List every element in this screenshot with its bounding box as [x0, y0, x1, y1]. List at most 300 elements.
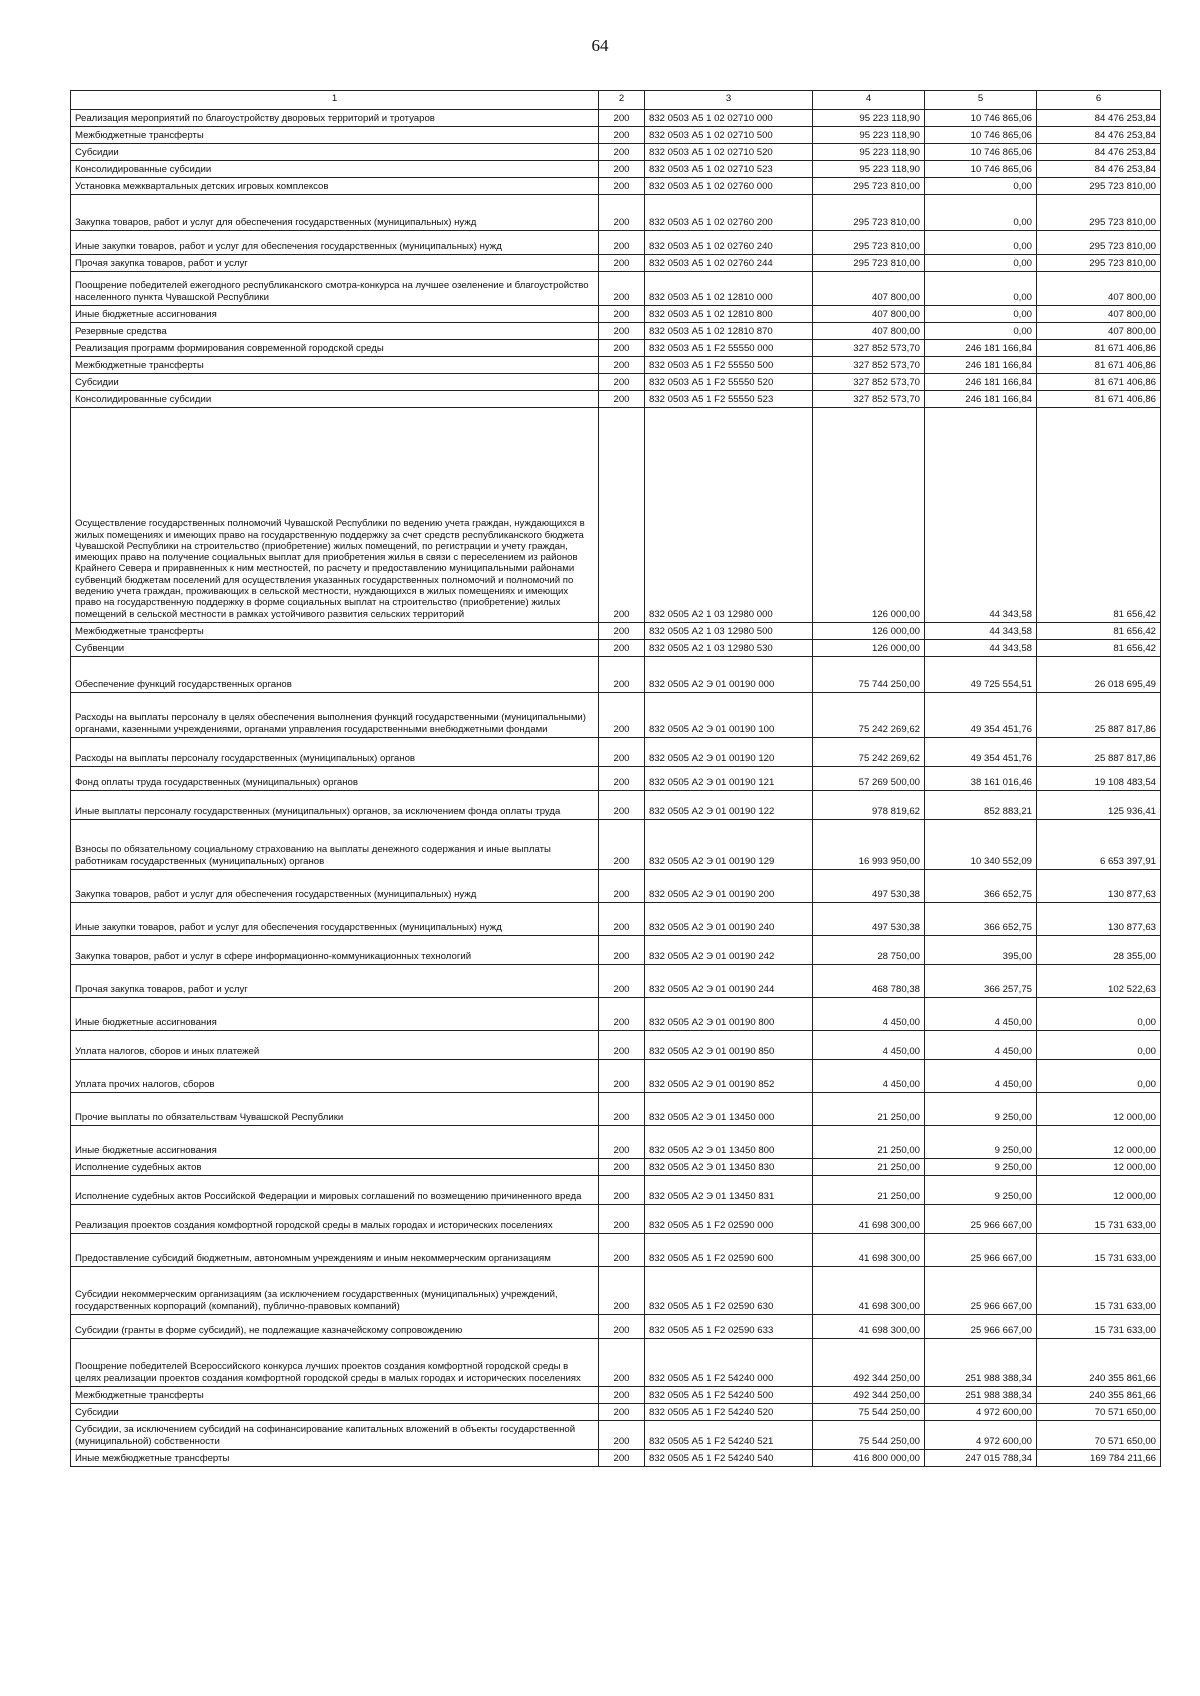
- row-value-4: 16 993 950,00: [813, 820, 925, 870]
- row-budget-code: 832 0503 А5 1 02 02710 500: [645, 127, 813, 144]
- row-name: Иные закупки товаров, работ и услуг для обеспечения государственных (муниципальных) нужд: [71, 903, 599, 936]
- row-name: Предоставление субсидий бюджетным, автономным учреждениям и иным некоммерческим организациям: [71, 1234, 599, 1267]
- row-name: Межбюджетные трансферты: [71, 357, 599, 374]
- table-row: [71, 306, 1161, 323]
- row-budget-code: 832 0505 А2 Э 01 00190 800: [645, 998, 813, 1031]
- row-value-5: 38 161 016,46: [925, 767, 1037, 791]
- col-header-2: 2: [599, 91, 645, 110]
- row-value-4: 468 780,38: [813, 965, 925, 998]
- table-row: [71, 693, 1161, 738]
- table-row: [71, 1159, 1161, 1176]
- row-value-4: 41 698 300,00: [813, 1315, 925, 1339]
- row-name: Закупка товаров, работ и услуг в сфере информационно-коммуникационных технологий: [71, 936, 599, 965]
- row-budget-code: 832 0505 А5 1 F2 54240 500: [645, 1387, 813, 1404]
- row-value-5: 9 250,00: [925, 1176, 1037, 1205]
- row-budget-code: 832 0505 А2 Э 01 13450 800: [645, 1126, 813, 1159]
- row-name: Субсидии (гранты в форме субсидий), не подлежащие казначейскому сопровождению: [71, 1315, 599, 1339]
- table-row: [71, 965, 1161, 998]
- table-row: [71, 1339, 1161, 1387]
- row-name: Межбюджетные трансферты: [71, 623, 599, 640]
- row-value-5: 25 966 667,00: [925, 1234, 1037, 1267]
- row-budget-code: 832 0503 А5 1 02 02760 000: [645, 178, 813, 195]
- row-name: Взносы по обязательному социальному страхованию на выплаты денежного содержания и иные выплаты работникам государственных (муниципальных) органов: [71, 820, 599, 870]
- row-column-2: 200: [599, 1404, 645, 1421]
- row-value-4: 295 723 810,00: [813, 178, 925, 195]
- row-value-5: 366 652,75: [925, 903, 1037, 936]
- row-budget-code: 832 0505 А2 1 03 12980 000: [645, 408, 813, 623]
- row-name: Иные закупки товаров, работ и услуг для обеспечения государственных (муниципальных) нужд: [71, 231, 599, 255]
- table-row: [71, 1421, 1161, 1450]
- row-value-5: 49 354 451,76: [925, 738, 1037, 767]
- table-row: [71, 110, 1161, 127]
- row-value-5: 44 343,58: [925, 623, 1037, 640]
- row-value-6: 81 671 406,86: [1037, 391, 1161, 408]
- row-value-6: 169 784 211,66: [1037, 1450, 1161, 1467]
- table-row: [71, 640, 1161, 657]
- row-name: Обеспечение функций государственных органов: [71, 657, 599, 693]
- row-budget-code: 832 0505 А2 Э 01 00190 100: [645, 693, 813, 738]
- row-value-6: 407 800,00: [1037, 306, 1161, 323]
- row-value-5: 0,00: [925, 178, 1037, 195]
- row-value-5: 9 250,00: [925, 1159, 1037, 1176]
- row-value-6: 81 656,42: [1037, 408, 1161, 623]
- row-name: Резервные средства: [71, 323, 599, 340]
- row-value-6: 295 723 810,00: [1037, 231, 1161, 255]
- table-row: [71, 272, 1161, 306]
- row-column-2: 200: [599, 1450, 645, 1467]
- table-row: [71, 1126, 1161, 1159]
- row-column-2: 200: [599, 323, 645, 340]
- table-row: [71, 738, 1161, 767]
- row-value-5: 366 652,75: [925, 870, 1037, 903]
- row-budget-code: 832 0505 А2 Э 01 13450 000: [645, 1093, 813, 1126]
- row-value-6: 295 723 810,00: [1037, 255, 1161, 272]
- row-value-6: 6 653 397,91: [1037, 820, 1161, 870]
- row-budget-code: 832 0505 А5 1 F2 54240 000: [645, 1339, 813, 1387]
- table-row: [71, 357, 1161, 374]
- row-column-2: 200: [599, 1205, 645, 1234]
- row-value-4: 21 250,00: [813, 1093, 925, 1126]
- row-value-4: 126 000,00: [813, 408, 925, 623]
- row-column-2: 200: [599, 998, 645, 1031]
- row-value-5: 0,00: [925, 306, 1037, 323]
- row-name: Поощрение победителей Всероссийского конкурса лучших проектов создания комфортной городской среды в целях реализации проектов создания комфортной городской среды в малых городах и исторических поселениях: [71, 1339, 599, 1387]
- table-row: [71, 767, 1161, 791]
- row-budget-code: 832 0505 А5 1 F2 54240 540: [645, 1450, 813, 1467]
- row-column-2: 200: [599, 738, 645, 767]
- table-row: [71, 374, 1161, 391]
- table-row: [71, 1267, 1161, 1315]
- row-value-5: 247 015 788,34: [925, 1450, 1037, 1467]
- row-value-5: 25 966 667,00: [925, 1267, 1037, 1315]
- row-value-6: 25 887 817,86: [1037, 693, 1161, 738]
- row-value-6: 70 571 650,00: [1037, 1421, 1161, 1450]
- row-name: Поощрение победителей ежегодного республиканского смотра-конкурса на лучшее озеленение и благоустройство населенного пункта Чувашской Республики: [71, 272, 599, 306]
- col-header-5: 5: [925, 91, 1037, 110]
- col-header-6: 6: [1037, 91, 1161, 110]
- row-column-2: 200: [599, 1421, 645, 1450]
- row-value-5: 4 450,00: [925, 998, 1037, 1031]
- row-value-6: 81 671 406,86: [1037, 340, 1161, 357]
- row-budget-code: 832 0505 А5 1 F2 02590 600: [645, 1234, 813, 1267]
- row-budget-code: 832 0505 А2 Э 01 00190 122: [645, 791, 813, 820]
- row-value-4: 492 344 250,00: [813, 1339, 925, 1387]
- table-row: [71, 936, 1161, 965]
- row-value-6: 15 731 633,00: [1037, 1315, 1161, 1339]
- row-column-2: 200: [599, 1126, 645, 1159]
- row-budget-code: 832 0505 А5 1 F2 02590 633: [645, 1315, 813, 1339]
- row-column-2: 200: [599, 340, 645, 357]
- row-value-5: 395,00: [925, 936, 1037, 965]
- table-row: [71, 195, 1161, 231]
- row-budget-code: 832 0505 А5 1 F2 02590 000: [645, 1205, 813, 1234]
- row-value-4: 21 250,00: [813, 1126, 925, 1159]
- row-value-4: 416 800 000,00: [813, 1450, 925, 1467]
- row-name: Субсидии, за исключением субсидий на софинансирование капитальных вложений в объекты государственной (муниципальной) собственности: [71, 1421, 599, 1450]
- table-row: [71, 231, 1161, 255]
- table-row: [71, 820, 1161, 870]
- table-row: [71, 1404, 1161, 1421]
- row-budget-code: 832 0505 А2 Э 01 00190 129: [645, 820, 813, 870]
- row-column-2: 200: [599, 965, 645, 998]
- row-column-2: 200: [599, 391, 645, 408]
- row-value-4: 75 242 269,62: [813, 693, 925, 738]
- row-value-5: 49 354 451,76: [925, 693, 1037, 738]
- row-budget-code: 832 0503 А5 1 02 02760 244: [645, 255, 813, 272]
- row-value-4: 295 723 810,00: [813, 231, 925, 255]
- row-value-4: 978 819,62: [813, 791, 925, 820]
- row-value-5: 0,00: [925, 272, 1037, 306]
- row-value-4: 295 723 810,00: [813, 255, 925, 272]
- budget-table: [70, 90, 1161, 1467]
- row-value-6: 12 000,00: [1037, 1176, 1161, 1205]
- row-name: Закупка товаров, работ и услуг для обеспечения государственных (муниципальных) нужд: [71, 195, 599, 231]
- row-budget-code: 832 0505 А2 Э 01 00190 242: [645, 936, 813, 965]
- table-row: [71, 1031, 1161, 1060]
- row-name: Осуществление государственных полномочий Чувашской Республики по ведению учета граждан, нуждающихся в жилых помещениях и имеющих право на государственную поддержку за счет средств республиканского бюджета Чувашской Республики на строительство (приобретение) жилых помещений, по регистрации и учету граждан, имеющих право на получение социальных выплат для приобретения жилья в связи с переселением из районов Крайнего Севера и приравненных к ним местностей, по расчету и предоставлению муниципальными районами субвенций бюджетам поселений для осуществления указанных государственных полномочий и полномочий по ведению учета граждан, проживающих в сельской местности, нуждающихся в жилых помещениях и имеющих право на государственную поддержку в форме социальных выплат на строительство (приобретение) жилых помещений в сельской местности в рамках устойчивого развития сельских территорий: [71, 408, 599, 623]
- row-column-2: 200: [599, 110, 645, 127]
- row-column-2: 200: [599, 1176, 645, 1205]
- header-row: [71, 91, 1161, 110]
- row-value-6: 130 877,63: [1037, 870, 1161, 903]
- row-value-4: 95 223 118,90: [813, 127, 925, 144]
- row-column-2: 200: [599, 178, 645, 195]
- row-value-6: 407 800,00: [1037, 272, 1161, 306]
- row-column-2: 200: [599, 408, 645, 623]
- table-row: [71, 340, 1161, 357]
- row-budget-code: 832 0503 А5 1 F2 55550 500: [645, 357, 813, 374]
- row-value-5: 44 343,58: [925, 640, 1037, 657]
- row-name: Субвенции: [71, 640, 599, 657]
- row-name: Расходы на выплаты персоналу в целях обеспечения выполнения функций государственными (муниципальными) органами, казенными учреждениями, органами управления государственными внебюджетными фондами: [71, 693, 599, 738]
- row-value-4: 126 000,00: [813, 623, 925, 640]
- row-column-2: 200: [599, 272, 645, 306]
- row-name: Реализация проектов создания комфортной городской среды в малых городах и исторических поселениях: [71, 1205, 599, 1234]
- table-row: [71, 1060, 1161, 1093]
- row-value-6: 407 800,00: [1037, 323, 1161, 340]
- row-value-4: 21 250,00: [813, 1176, 925, 1205]
- row-value-5: 366 257,75: [925, 965, 1037, 998]
- table-row: [71, 1450, 1161, 1467]
- row-budget-code: 832 0505 А2 1 03 12980 530: [645, 640, 813, 657]
- row-value-6: 125 936,41: [1037, 791, 1161, 820]
- table-row: [71, 1205, 1161, 1234]
- row-value-5: 49 725 554,51: [925, 657, 1037, 693]
- row-column-2: 200: [599, 231, 645, 255]
- row-value-6: 12 000,00: [1037, 1159, 1161, 1176]
- row-value-5: 0,00: [925, 195, 1037, 231]
- row-value-4: 41 698 300,00: [813, 1234, 925, 1267]
- row-name: Субсидии: [71, 374, 599, 391]
- row-name: Установка межквартальных детских игровых комплексов: [71, 178, 599, 195]
- row-value-6: 0,00: [1037, 1031, 1161, 1060]
- row-column-2: 200: [599, 870, 645, 903]
- row-value-5: 251 988 388,34: [925, 1387, 1037, 1404]
- row-name: Субсидии некоммерческим организациям (за исключением государственных (муниципальных) учреждений, государственных корпораций (компаний), публично-правовых компаний): [71, 1267, 599, 1315]
- row-value-5: 9 250,00: [925, 1126, 1037, 1159]
- row-value-6: 102 522,63: [1037, 965, 1161, 998]
- row-name: Закупка товаров, работ и услуг для обеспечения государственных (муниципальных) нужд: [71, 870, 599, 903]
- row-value-5: 10 746 865,06: [925, 127, 1037, 144]
- row-column-2: 200: [599, 306, 645, 323]
- row-value-6: 84 476 253,84: [1037, 127, 1161, 144]
- row-value-6: 25 887 817,86: [1037, 738, 1161, 767]
- row-budget-code: 832 0505 А2 Э 01 13450 830: [645, 1159, 813, 1176]
- table-row: [71, 408, 1161, 623]
- table-row: [71, 870, 1161, 903]
- row-value-5: 246 181 166,84: [925, 340, 1037, 357]
- row-name: Прочая закупка товаров, работ и услуг: [71, 965, 599, 998]
- table-row: [71, 178, 1161, 195]
- row-column-2: 200: [599, 195, 645, 231]
- row-value-5: 0,00: [925, 255, 1037, 272]
- row-value-6: 84 476 253,84: [1037, 110, 1161, 127]
- row-name: Прочая закупка товаров, работ и услуг: [71, 255, 599, 272]
- row-column-2: 200: [599, 791, 645, 820]
- row-budget-code: 832 0503 А5 1 02 02710 000: [645, 110, 813, 127]
- row-column-2: 200: [599, 640, 645, 657]
- table-row: [71, 623, 1161, 640]
- row-column-2: 200: [599, 161, 645, 178]
- row-value-4: 75 544 250,00: [813, 1404, 925, 1421]
- row-budget-code: 832 0505 А2 Э 01 00190 000: [645, 657, 813, 693]
- row-value-4: 4 450,00: [813, 1060, 925, 1093]
- row-name: Реализация программ формирования современной городской среды: [71, 340, 599, 357]
- row-column-2: 200: [599, 693, 645, 738]
- row-name: Расходы на выплаты персоналу государственных (муниципальных) органов: [71, 738, 599, 767]
- row-value-6: 12 000,00: [1037, 1093, 1161, 1126]
- row-budget-code: 832 0505 А2 Э 01 00190 850: [645, 1031, 813, 1060]
- row-value-6: 81 671 406,86: [1037, 357, 1161, 374]
- row-column-2: 200: [599, 1339, 645, 1387]
- col-header-1: 1: [71, 91, 599, 110]
- row-value-4: 4 450,00: [813, 998, 925, 1031]
- row-value-6: 70 571 650,00: [1037, 1404, 1161, 1421]
- row-name: Консолидированные субсидии: [71, 391, 599, 408]
- row-value-5: 44 343,58: [925, 408, 1037, 623]
- row-budget-code: 832 0503 А5 1 02 12810 870: [645, 323, 813, 340]
- table-row: [71, 1234, 1161, 1267]
- row-value-5: 251 988 388,34: [925, 1339, 1037, 1387]
- row-budget-code: 832 0505 А5 1 F2 54240 521: [645, 1421, 813, 1450]
- row-budget-code: 832 0505 А2 Э 01 13450 831: [645, 1176, 813, 1205]
- row-column-2: 200: [599, 1159, 645, 1176]
- row-value-4: 41 698 300,00: [813, 1267, 925, 1315]
- row-value-5: 4 450,00: [925, 1060, 1037, 1093]
- row-name: Реализация мероприятий по благоустройству дворовых территорий и тротуаров: [71, 110, 599, 127]
- table-row: [71, 161, 1161, 178]
- row-column-2: 200: [599, 144, 645, 161]
- row-column-2: 200: [599, 127, 645, 144]
- row-budget-code: 832 0503 А5 1 02 02710 520: [645, 144, 813, 161]
- table-row: [71, 1093, 1161, 1126]
- row-value-5: 10 746 865,06: [925, 110, 1037, 127]
- row-value-6: 240 355 861,66: [1037, 1387, 1161, 1404]
- row-value-5: 0,00: [925, 231, 1037, 255]
- row-column-2: 200: [599, 357, 645, 374]
- row-value-6: 26 018 695,49: [1037, 657, 1161, 693]
- row-value-4: 407 800,00: [813, 323, 925, 340]
- row-budget-code: 832 0503 А5 1 02 02760 200: [645, 195, 813, 231]
- row-value-5: 246 181 166,84: [925, 374, 1037, 391]
- row-name: Иные межбюджетные трансферты: [71, 1450, 599, 1467]
- row-budget-code: 832 0505 А5 1 F2 02590 630: [645, 1267, 813, 1315]
- row-value-6: 81 656,42: [1037, 623, 1161, 640]
- row-value-5: 246 181 166,84: [925, 391, 1037, 408]
- row-value-4: 41 698 300,00: [813, 1205, 925, 1234]
- row-name: Фонд оплаты труда государственных (муниципальных) органов: [71, 767, 599, 791]
- row-value-4: 295 723 810,00: [813, 195, 925, 231]
- row-name: Исполнение судебных актов: [71, 1159, 599, 1176]
- col-header-3: 3: [645, 91, 813, 110]
- row-column-2: 200: [599, 623, 645, 640]
- row-value-4: 327 852 573,70: [813, 340, 925, 357]
- row-value-4: 75 544 250,00: [813, 1421, 925, 1450]
- row-value-6: 240 355 861,66: [1037, 1339, 1161, 1387]
- row-name: Субсидии: [71, 144, 599, 161]
- row-budget-code: 832 0503 А5 1 02 12810 800: [645, 306, 813, 323]
- row-value-4: 95 223 118,90: [813, 110, 925, 127]
- row-value-6: 81 671 406,86: [1037, 374, 1161, 391]
- row-value-4: 21 250,00: [813, 1159, 925, 1176]
- row-value-6: 0,00: [1037, 1060, 1161, 1093]
- row-value-6: 19 108 483,54: [1037, 767, 1161, 791]
- row-column-2: 200: [599, 903, 645, 936]
- table-row: [71, 1176, 1161, 1205]
- row-budget-code: 832 0505 А2 Э 01 00190 244: [645, 965, 813, 998]
- row-value-6: 15 731 633,00: [1037, 1205, 1161, 1234]
- row-name: Иные бюджетные ассигнования: [71, 998, 599, 1031]
- table-row: [71, 1315, 1161, 1339]
- table-row: [71, 1387, 1161, 1404]
- row-value-4: 497 530,38: [813, 903, 925, 936]
- row-value-4: 327 852 573,70: [813, 357, 925, 374]
- table-row: [71, 144, 1161, 161]
- row-value-4: 492 344 250,00: [813, 1387, 925, 1404]
- row-value-6: 295 723 810,00: [1037, 178, 1161, 195]
- row-name: Иные выплаты персоналу государственных (муниципальных) органов, за исключением фонда оплаты труда: [71, 791, 599, 820]
- row-name: Исполнение судебных актов Российской Федерации и мировых соглашений по возмещению причиненного вреда: [71, 1176, 599, 1205]
- row-budget-code: 832 0505 А2 1 03 12980 500: [645, 623, 813, 640]
- table-row: [71, 998, 1161, 1031]
- row-column-2: 200: [599, 1267, 645, 1315]
- row-budget-code: 832 0505 А2 Э 01 00190 121: [645, 767, 813, 791]
- row-budget-code: 832 0503 А5 1 F2 55550 523: [645, 391, 813, 408]
- row-column-2: 200: [599, 1315, 645, 1339]
- row-budget-code: 832 0505 А2 Э 01 00190 120: [645, 738, 813, 767]
- table-row: [71, 791, 1161, 820]
- row-value-5: 10 340 552,09: [925, 820, 1037, 870]
- table-row: [71, 255, 1161, 272]
- row-value-6: 15 731 633,00: [1037, 1267, 1161, 1315]
- table-body: [71, 110, 1161, 1467]
- row-value-6: 12 000,00: [1037, 1126, 1161, 1159]
- table-row: [71, 903, 1161, 936]
- row-value-6: 84 476 253,84: [1037, 161, 1161, 178]
- row-budget-code: 832 0503 А5 1 F2 55550 000: [645, 340, 813, 357]
- row-name: Иные бюджетные ассигнования: [71, 306, 599, 323]
- table-row: [71, 391, 1161, 408]
- row-value-4: 407 800,00: [813, 306, 925, 323]
- row-value-5: 9 250,00: [925, 1093, 1037, 1126]
- row-value-5: 10 746 865,06: [925, 161, 1037, 178]
- row-value-6: 0,00: [1037, 998, 1161, 1031]
- row-column-2: 200: [599, 1031, 645, 1060]
- row-column-2: 200: [599, 374, 645, 391]
- row-value-6: 84 476 253,84: [1037, 144, 1161, 161]
- row-budget-code: 832 0503 А5 1 02 12810 000: [645, 272, 813, 306]
- row-budget-code: 832 0505 А5 1 F2 54240 520: [645, 1404, 813, 1421]
- row-column-2: 200: [599, 1234, 645, 1267]
- row-budget-code: 832 0505 А2 Э 01 00190 200: [645, 870, 813, 903]
- row-name: Прочие выплаты по обязательствам Чувашской Республики: [71, 1093, 599, 1126]
- row-value-5: 852 883,21: [925, 791, 1037, 820]
- row-column-2: 200: [599, 820, 645, 870]
- row-column-2: 200: [599, 1060, 645, 1093]
- row-column-2: 200: [599, 936, 645, 965]
- row-value-4: 327 852 573,70: [813, 391, 925, 408]
- row-name: Консолидированные субсидии: [71, 161, 599, 178]
- row-value-4: 327 852 573,70: [813, 374, 925, 391]
- row-value-4: 57 269 500,00: [813, 767, 925, 791]
- row-column-2: 200: [599, 255, 645, 272]
- row-value-5: 25 966 667,00: [925, 1315, 1037, 1339]
- table-row: [71, 323, 1161, 340]
- row-name: Межбюджетные трансферты: [71, 127, 599, 144]
- row-value-6: 15 731 633,00: [1037, 1234, 1161, 1267]
- row-value-4: 75 242 269,62: [813, 738, 925, 767]
- row-name: Субсидии: [71, 1404, 599, 1421]
- row-column-2: 200: [599, 1093, 645, 1126]
- row-value-4: 95 223 118,90: [813, 161, 925, 178]
- row-value-4: 126 000,00: [813, 640, 925, 657]
- row-column-2: 200: [599, 657, 645, 693]
- row-value-5: 25 966 667,00: [925, 1205, 1037, 1234]
- col-header-4: 4: [813, 91, 925, 110]
- page-number: 64: [591, 36, 609, 55]
- row-value-4: 75 744 250,00: [813, 657, 925, 693]
- row-value-4: 497 530,38: [813, 870, 925, 903]
- row-value-5: 4 972 600,00: [925, 1421, 1037, 1450]
- row-value-5: 246 181 166,84: [925, 357, 1037, 374]
- row-name: Уплата прочих налогов, сборов: [71, 1060, 599, 1093]
- row-column-2: 200: [599, 767, 645, 791]
- row-name: Межбюджетные трансферты: [71, 1387, 599, 1404]
- row-value-6: 295 723 810,00: [1037, 195, 1161, 231]
- row-value-4: 95 223 118,90: [813, 144, 925, 161]
- row-value-5: 4 972 600,00: [925, 1404, 1037, 1421]
- row-column-2: 200: [599, 1387, 645, 1404]
